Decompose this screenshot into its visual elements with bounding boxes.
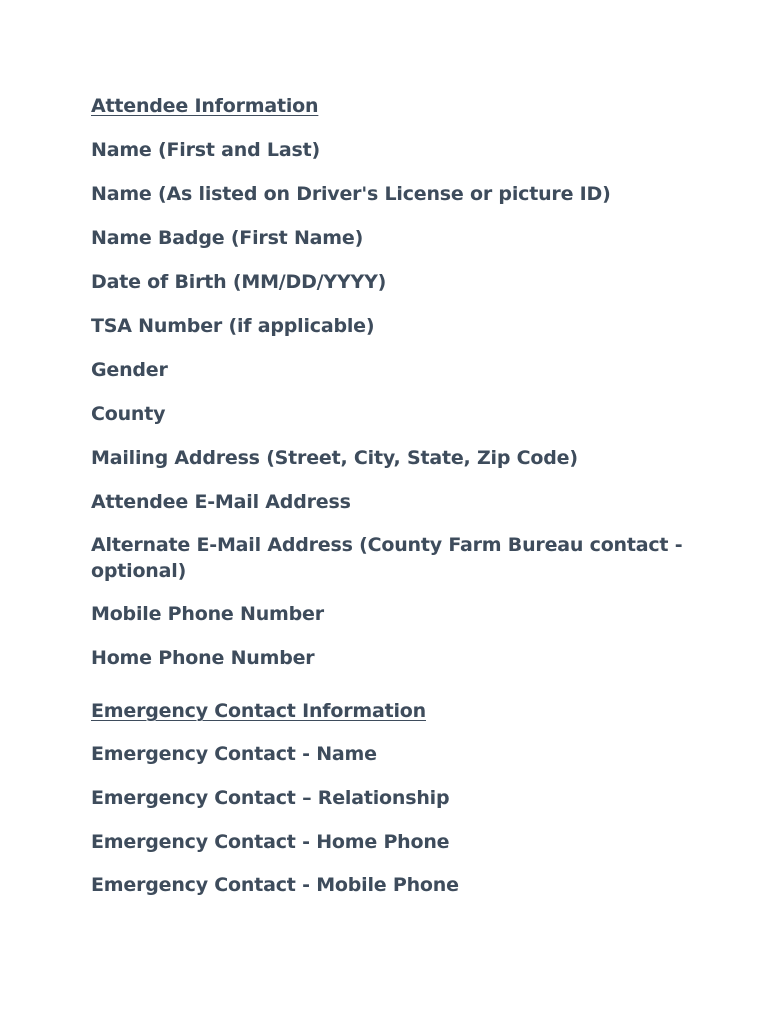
- field-alternate-email: Alternate E-Mail Address (County Farm Bureau contact - optional): [91, 534, 683, 582]
- field-emergency-name: Emergency Contact - Name: [91, 743, 377, 765]
- emergency-contact-heading: Emergency Contact Information: [91, 700, 426, 722]
- field-emergency-relationship: Emergency Contact – Relationship: [91, 787, 450, 809]
- field-name-badge: Name Badge (First Name): [91, 227, 364, 249]
- field-date-of-birth: Date of Birth (MM/DD/YYYY): [91, 271, 387, 293]
- field-tsa-number: TSA Number (if applicable): [91, 315, 375, 337]
- field-emergency-mobile-phone: Emergency Contact - Mobile Phone: [91, 874, 459, 896]
- field-mobile-phone: Mobile Phone Number: [91, 603, 324, 625]
- field-mailing-address: Mailing Address (Street, City, State, Zip Code): [91, 447, 578, 469]
- attendee-information-heading: Attendee Information: [91, 95, 319, 117]
- field-name-first-last: Name (First and Last): [91, 139, 320, 161]
- field-attendee-email: Attendee E-Mail Address: [91, 491, 351, 513]
- field-home-phone: Home Phone Number: [91, 647, 315, 669]
- field-county: County: [91, 403, 166, 425]
- field-gender: Gender: [91, 359, 168, 381]
- field-name-as-on-license: Name (As listed on Driver's License or picture ID): [91, 183, 611, 205]
- field-emergency-home-phone: Emergency Contact - Home Phone: [91, 831, 450, 853]
